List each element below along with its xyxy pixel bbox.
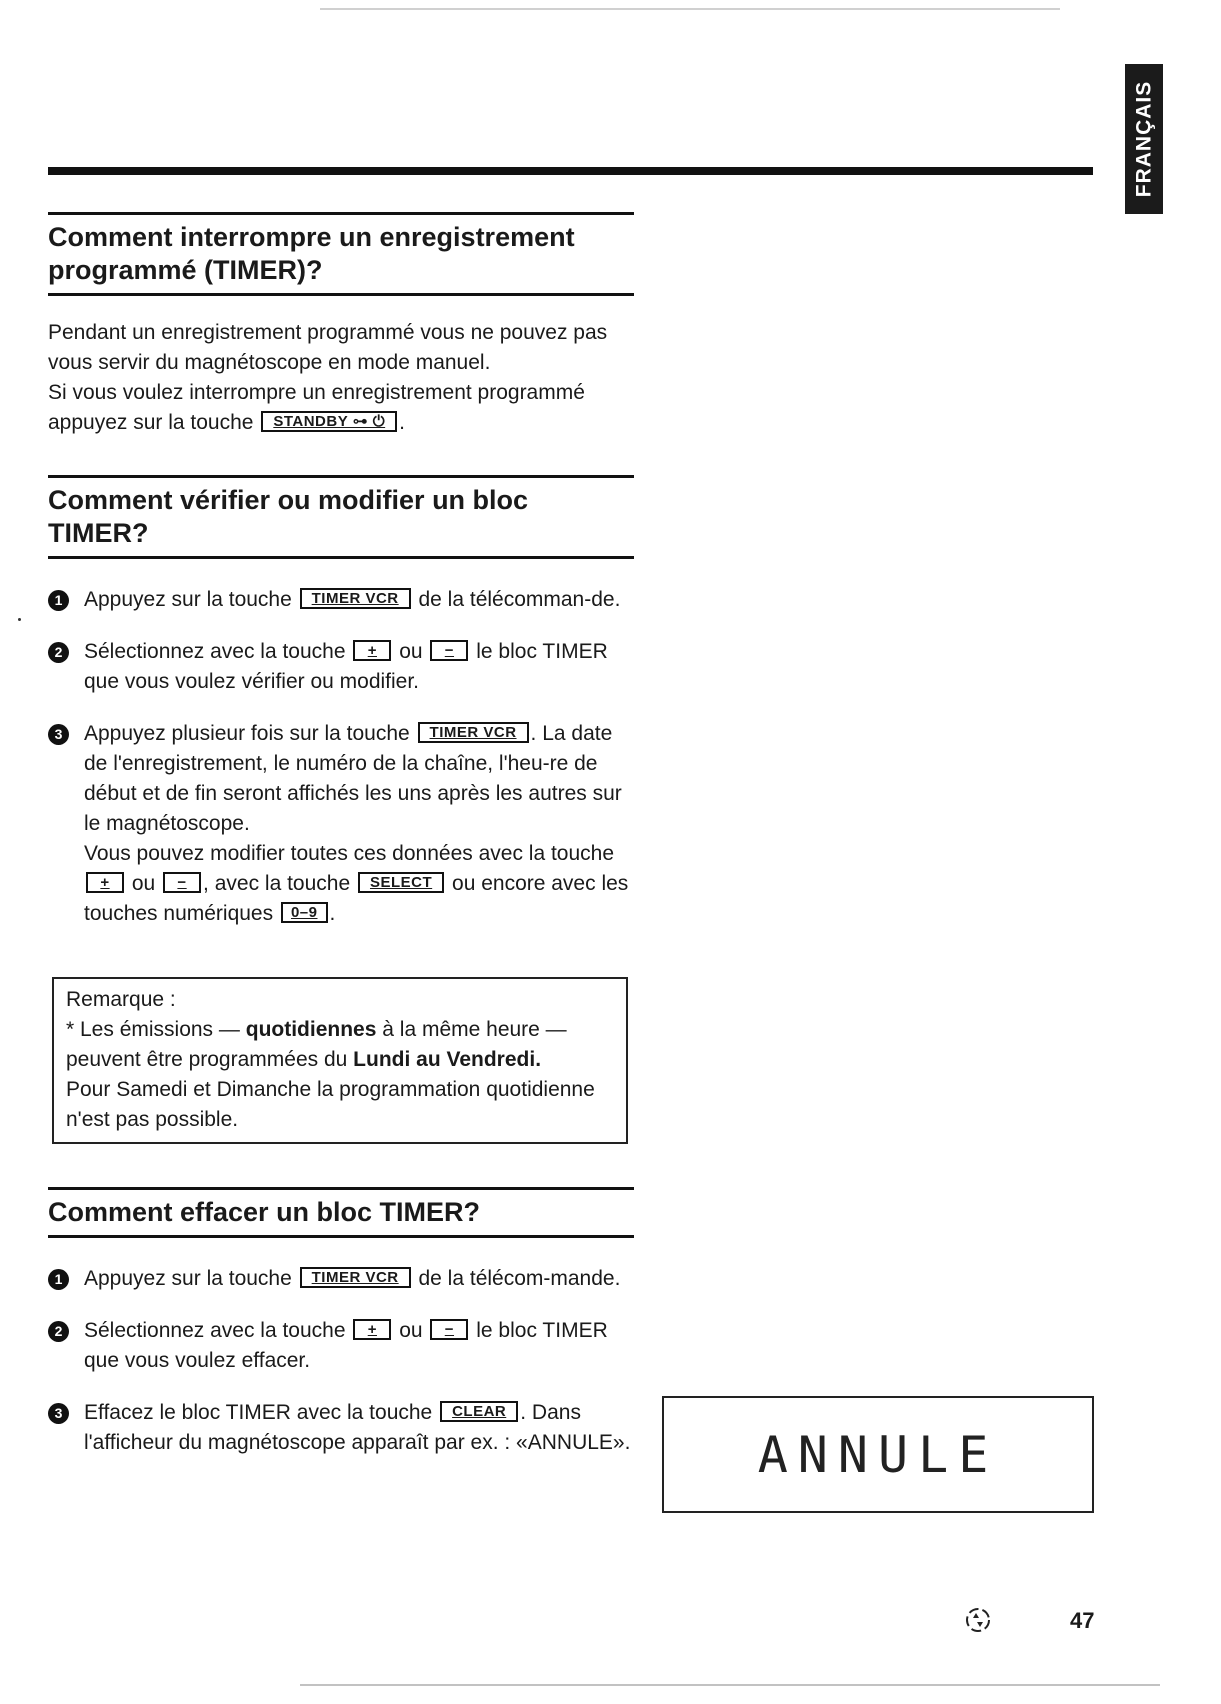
note-text: à la même heure — peuvent être programmées du [66,1018,567,1071]
note-text: * Les émissions — [66,1018,240,1041]
recycle-icon [962,1604,994,1636]
step-text: ou [131,872,156,895]
timer-vcr-key: TIMER VCR [300,1267,411,1288]
step-number: 1 [48,590,69,611]
step-text: Appuyez sur la touche [84,1267,292,1290]
step-text: Appuyez plusieur fois sur la touche [84,722,410,745]
section-erase-timer [48,1187,634,1480]
plus-key: + [353,640,391,661]
section-title: Comment interrompre un enregistrement programmé (TIMER)? [48,212,634,296]
steps-list [48,1264,634,1458]
step-text: Sélectionnez avec la touche [84,1319,346,1342]
paragraph [48,378,634,438]
step-number: 2 [48,1321,69,1342]
step-text: ou [399,1319,423,1342]
paragraph-text: Si vous voulez interrompre un enregistrement programmé appuyez sur la touche [48,381,585,434]
step-text: de la télécomman-de. [418,588,621,611]
step-item [48,585,634,615]
top-rule [48,167,1093,175]
plus-key: + [353,1319,391,1340]
note-box [52,977,628,1144]
step-item [48,637,634,697]
scan-artifact-bottom [300,1684,1160,1686]
timer-vcr-key: TIMER VCR [418,722,529,743]
section-title: Comment vérifier ou modifier un bloc TIMER? [48,475,634,559]
section-title: Comment effacer un bloc TIMER? [48,1187,634,1238]
note-bold: quotidiennes [245,1018,377,1041]
plus-key: + [86,872,124,893]
paragraph-end: . [399,411,405,434]
step-number: 1 [48,1269,69,1290]
scan-artifact-top [320,8,1060,10]
step-text: ou [399,640,423,663]
step-text: Appuyez sur la touche [84,588,292,611]
minus-key: − [163,872,201,893]
digits-key: 0–9 [281,902,328,923]
step-text: ou encore avec les touches numériques [84,872,629,925]
step-text: le bloc TIMER que vous voulez vérifier ou modifier. [84,640,608,693]
scan-speck [18,618,21,621]
step-number: 2 [48,642,69,663]
note-label: Remarque : [66,988,176,1011]
step-item [48,1398,634,1458]
standby-key: STANDBY ⊶ ⏻ [261,411,397,432]
timer-vcr-key: TIMER VCR [300,588,411,609]
section-check-modify-timer [48,475,634,951]
step-item [48,1264,634,1294]
step-item [48,1316,634,1376]
step-text: le bloc TIMER que vous voulez effacer. [84,1319,608,1372]
note-line [66,1015,614,1075]
step-text: . Dans l'afficheur du magnétoscope apparaît par ex. : «ANNULE». [84,1401,631,1454]
steps-list [48,585,634,929]
step-text: Effacez le bloc TIMER avec la touche [84,1401,433,1424]
paragraph: Pendant un enregistrement programmé vous ne pouvez pas vous servir du magnétoscope en mode manuel. [48,321,608,374]
step-text: Sélectionnez avec la touche [84,640,346,663]
select-key: SELECT [358,872,444,893]
step-number: 3 [48,1403,69,1424]
step-text: , avec la touche [203,872,351,895]
note-line: Pour Samedi et Dimanche la programmation quotidienne n'est pas possible. [66,1078,595,1131]
step-text: Vous pouvez modifier toutes ces données avec la touche [84,842,615,865]
minus-key: − [430,1319,468,1340]
step-number: 3 [48,724,69,745]
minus-key: − [430,640,468,661]
clear-key: CLEAR [440,1401,518,1422]
vcr-display [662,1396,1094,1513]
step-text: de la télécom-mande. [418,1267,621,1290]
vcr-display-text: ANNULE [757,1425,999,1484]
step-text: . La date de l'enregistrement, le numéro de la chaîne, l'heu-re de début et de fin seront affichés les uns après les autres sur le magnétoscope. [84,722,622,835]
step-text: . [329,902,336,925]
section-interrupt-timer [48,212,634,438]
page-number: 47 [1070,1608,1095,1633]
language-tab-label: FRANÇAIS [1132,80,1155,198]
note-bold: Lundi au Vendredi. [353,1048,542,1071]
step-item [48,719,634,929]
language-tab [1125,64,1163,214]
